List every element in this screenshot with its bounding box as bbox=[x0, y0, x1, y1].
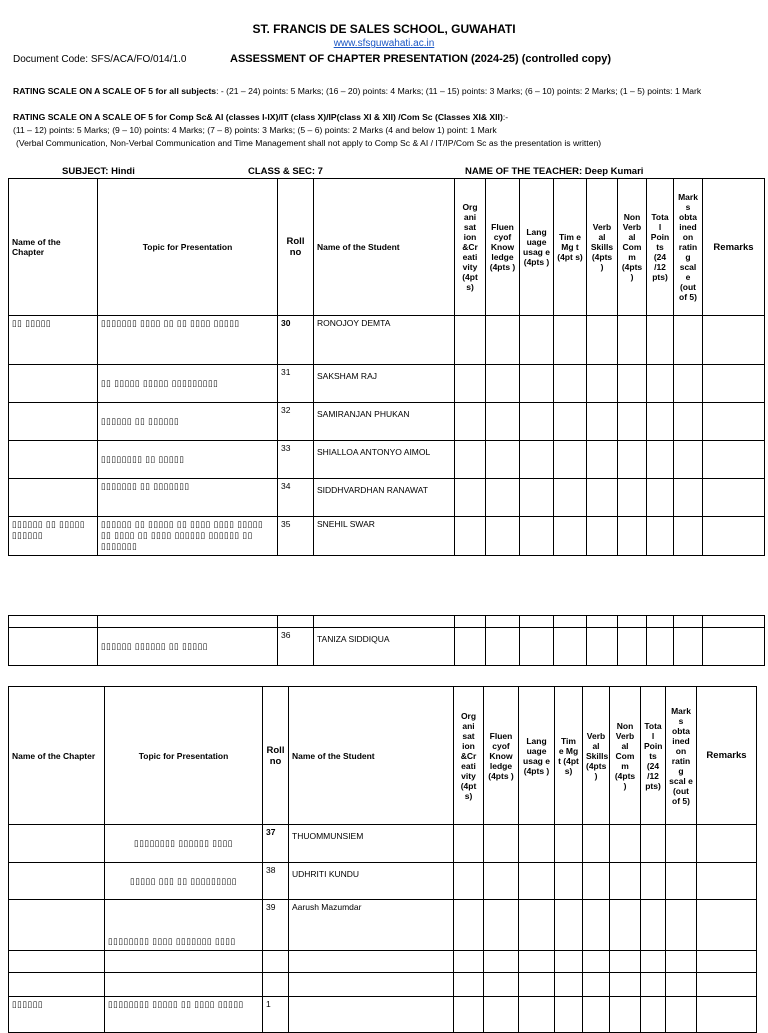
col-time-header: Tim e Mg t (4pt s) bbox=[555, 687, 583, 825]
score-cell[interactable] bbox=[618, 441, 647, 479]
topic-cell[interactable]: ▯▯▯▯▯▯▯▯ ▯▯ ▯▯▯▯▯ bbox=[98, 441, 278, 479]
subject-field: SUBJECT: Hindi bbox=[62, 166, 135, 177]
table-row bbox=[9, 951, 757, 973]
score-cell[interactable] bbox=[554, 403, 587, 441]
score-cell[interactable] bbox=[666, 900, 697, 951]
table-row bbox=[9, 616, 765, 628]
score-cell[interactable] bbox=[455, 616, 486, 628]
score-cell[interactable] bbox=[484, 951, 519, 973]
table-row bbox=[9, 973, 757, 997]
score-cell[interactable] bbox=[520, 403, 554, 441]
score-cell[interactable] bbox=[674, 365, 703, 403]
remarks-cell[interactable] bbox=[697, 900, 757, 951]
score-cell[interactable] bbox=[454, 863, 484, 900]
score-cell[interactable] bbox=[674, 628, 703, 666]
score-cell[interactable] bbox=[647, 441, 674, 479]
col-roll-header: Roll no bbox=[278, 179, 314, 316]
col-language-header: Lang uage usag e (4pts ) bbox=[520, 179, 554, 316]
score-cell[interactable] bbox=[455, 365, 486, 403]
col-verbal-header: Verb al Skills (4pts ) bbox=[583, 687, 610, 825]
topic-cell[interactable]: ▯▯▯▯▯▯ ▯▯ ▯▯▯▯▯▯ bbox=[98, 403, 278, 441]
table-row bbox=[9, 900, 757, 951]
score-cell[interactable] bbox=[641, 951, 666, 973]
student-cell[interactable]: SAMIRANJAN PHUKAN bbox=[314, 403, 455, 441]
rating-scale-all-subjects bbox=[13, 85, 753, 97]
score-cell[interactable] bbox=[583, 997, 610, 1033]
score-cell[interactable] bbox=[484, 863, 519, 900]
col-chapter-header: Name of the Chapter bbox=[9, 179, 98, 316]
score-cell[interactable] bbox=[618, 316, 647, 365]
score-cell[interactable] bbox=[666, 863, 697, 900]
school-name: ST. FRANCIS DE SALES SCHOOL, GUWAHATI bbox=[252, 22, 516, 36]
col-remarks-header: Remarks bbox=[697, 687, 757, 825]
topic-cell[interactable]: ▯▯▯▯▯▯▯▯ ▯▯▯▯▯ ▯▯ ▯▯▯▯ ▯▯▯▯▯ bbox=[105, 997, 263, 1033]
score-cell[interactable] bbox=[587, 441, 618, 479]
score-cell[interactable] bbox=[520, 479, 554, 517]
score-cell[interactable] bbox=[618, 517, 647, 556]
score-cell[interactable] bbox=[454, 900, 484, 951]
score-cell[interactable] bbox=[486, 628, 520, 666]
col-student-header: Name of the Student bbox=[314, 179, 455, 316]
score-cell[interactable] bbox=[520, 365, 554, 403]
score-cell[interactable] bbox=[455, 316, 486, 365]
score-cell[interactable] bbox=[555, 863, 583, 900]
score-cell[interactable] bbox=[610, 900, 641, 951]
score-cell[interactable] bbox=[519, 825, 555, 863]
col-chapter-header: Name of the Chapter bbox=[9, 687, 105, 825]
score-cell[interactable] bbox=[555, 900, 583, 951]
score-cell[interactable] bbox=[454, 825, 484, 863]
assessment-table-3 bbox=[8, 686, 757, 1033]
score-cell[interactable] bbox=[647, 316, 674, 365]
chapter-cell[interactable] bbox=[9, 365, 98, 403]
roll-cell[interactable] bbox=[278, 616, 314, 628]
score-cell[interactable] bbox=[520, 628, 554, 666]
remarks-cell[interactable] bbox=[703, 316, 765, 365]
score-cell[interactable] bbox=[519, 951, 555, 973]
student-cell[interactable]: UDHRITI KUNDU bbox=[289, 863, 454, 900]
topic-cell[interactable]: ▯▯▯▯▯▯ ▯▯ ▯▯▯▯▯ ▯▯ ▯▯▯▯ ▯▯▯▯ ▯▯▯▯▯ ▯▯ ▯▯▯▯ ▯▯ ▯▯▯▯ ▯▯▯▯▯▯ ▯▯▯▯▯▯ ▯▯ ▯▯▯▯▯▯▯ bbox=[98, 517, 278, 556]
score-cell[interactable] bbox=[486, 479, 520, 517]
score-cell[interactable] bbox=[554, 628, 587, 666]
score-cell[interactable] bbox=[555, 951, 583, 973]
table-row bbox=[9, 628, 765, 666]
col-marks-header: Mark s obta ined on ratin g scal e (out of 5) bbox=[666, 687, 697, 825]
student-cell[interactable] bbox=[289, 997, 454, 1033]
score-cell[interactable] bbox=[618, 365, 647, 403]
score-cell[interactable] bbox=[641, 973, 666, 997]
class-section-field: CLASS & SEC: 7 bbox=[248, 166, 323, 177]
col-total-header: Tota l Poin ts (24 /12 pts) bbox=[641, 687, 666, 825]
roll-cell[interactable]: 32 bbox=[278, 403, 314, 441]
score-cell[interactable] bbox=[519, 900, 555, 951]
score-cell[interactable] bbox=[647, 403, 674, 441]
score-cell[interactable] bbox=[520, 316, 554, 365]
score-cell[interactable] bbox=[641, 900, 666, 951]
roll-cell[interactable]: 36 bbox=[278, 628, 314, 666]
col-topic-header: Topic for Presentation bbox=[98, 179, 278, 316]
score-cell[interactable] bbox=[486, 316, 520, 365]
roll-cell[interactable]: 31 bbox=[278, 365, 314, 403]
col-organisation-header: Org ani sat ion &Cr eati vity (4pt s) bbox=[454, 687, 484, 825]
score-cell[interactable] bbox=[647, 628, 674, 666]
score-cell[interactable] bbox=[454, 973, 484, 997]
score-cell[interactable] bbox=[587, 479, 618, 517]
score-cell[interactable] bbox=[554, 517, 587, 556]
score-cell[interactable] bbox=[647, 517, 674, 556]
page-title: ASSESSMENT OF CHAPTER PRESENTATION (2024-25) (controlled copy) bbox=[230, 53, 611, 65]
table-row bbox=[9, 517, 765, 556]
score-cell[interactable] bbox=[520, 441, 554, 479]
roll-cell[interactable]: 37 bbox=[263, 825, 289, 863]
roll-cell[interactable]: 33 bbox=[278, 441, 314, 479]
topic-cell[interactable] bbox=[105, 951, 263, 973]
col-total-header: Tota l Poin ts (24 /12 pts) bbox=[647, 179, 674, 316]
score-cell[interactable] bbox=[610, 973, 641, 997]
score-cell[interactable] bbox=[647, 616, 674, 628]
chapter-cell[interactable] bbox=[9, 900, 105, 951]
score-cell[interactable] bbox=[519, 973, 555, 997]
chapter-cell[interactable] bbox=[9, 479, 98, 517]
topic-cell[interactable]: ▯▯▯▯▯▯▯▯ ▯▯▯▯ ▯▯▯▯▯▯▯ ▯▯▯▯ bbox=[105, 900, 263, 951]
topic-cell[interactable] bbox=[98, 616, 278, 628]
student-cell[interactable]: Aarush Mazumdar bbox=[289, 900, 454, 951]
score-cell[interactable] bbox=[455, 403, 486, 441]
chapter-cell[interactable] bbox=[9, 863, 105, 900]
remarks-cell[interactable] bbox=[703, 517, 765, 556]
student-cell[interactable]: TANIZA SIDDIQUA bbox=[314, 628, 455, 666]
remarks-cell[interactable] bbox=[697, 997, 757, 1033]
chapter-cell[interactable] bbox=[9, 951, 105, 973]
score-cell[interactable] bbox=[674, 441, 703, 479]
score-cell[interactable] bbox=[583, 825, 610, 863]
table-row bbox=[9, 479, 765, 517]
score-cell[interactable] bbox=[555, 825, 583, 863]
student-cell[interactable]: SAKSHAM RAJ bbox=[314, 365, 455, 403]
chapter-cell[interactable] bbox=[9, 403, 98, 441]
score-cell[interactable] bbox=[486, 365, 520, 403]
remarks-cell[interactable] bbox=[703, 616, 765, 628]
topic-cell[interactable]: ▯▯▯▯▯▯▯ ▯▯▯▯ ▯▯ ▯▯ ▯▯▯▯ ▯▯▯▯▯ bbox=[98, 316, 278, 365]
rating-scale-comp-suffix: :- bbox=[502, 112, 509, 122]
col-fluency-header: Fluen cyof Know ledge (4pts ) bbox=[484, 687, 519, 825]
score-cell[interactable] bbox=[583, 900, 610, 951]
score-cell[interactable] bbox=[641, 863, 666, 900]
score-cell[interactable] bbox=[583, 951, 610, 973]
col-time-header: Tim e Mg t (4pt s) bbox=[554, 179, 587, 316]
remarks-cell[interactable] bbox=[697, 951, 757, 973]
rating-scale-comp-label: RATING SCALE ON A SCALE OF 5 for Comp Sc& AI (classes I-IX)/IT (class X)/IP(class XI & XII) /Com Sc (Classes XI& XII) bbox=[13, 112, 503, 122]
roll-cell[interactable]: 1 bbox=[263, 997, 289, 1033]
score-cell[interactable] bbox=[587, 365, 618, 403]
col-nonverbal-header: Non Verb al Com m (4pts ) bbox=[618, 179, 647, 316]
remarks-cell[interactable] bbox=[697, 863, 757, 900]
rating-scale-all-text: : - (21 – 24) points: 5 Marks; (16 – 20) points: 4 Marks; (11 – 15) points: 3 Marks; (6 – 10) points: 2 Marks; (1 – 5) points: 1 Mark bbox=[216, 86, 702, 96]
assessment-table-2 bbox=[8, 615, 765, 666]
chapter-cell[interactable]: ▯▯ ▯▯▯▯▯ bbox=[9, 316, 98, 365]
score-cell[interactable] bbox=[486, 441, 520, 479]
remarks-cell[interactable] bbox=[703, 479, 765, 517]
col-organisation-header: Org ani sat ion &Cr eati vity (4pt s) bbox=[455, 179, 486, 316]
score-cell[interactable] bbox=[519, 863, 555, 900]
col-topic-header: Topic for Presentation bbox=[105, 687, 263, 825]
score-cell[interactable] bbox=[486, 517, 520, 556]
score-cell[interactable] bbox=[455, 628, 486, 666]
score-cell[interactable] bbox=[666, 825, 697, 863]
table-row bbox=[9, 441, 765, 479]
roll-cell[interactable] bbox=[263, 973, 289, 997]
remarks-cell[interactable] bbox=[703, 441, 765, 479]
score-cell[interactable] bbox=[454, 997, 484, 1033]
assessment-table-1 bbox=[8, 178, 765, 556]
student-cell[interactable] bbox=[289, 973, 454, 997]
roll-cell[interactable]: 39 bbox=[263, 900, 289, 951]
col-remarks-header: Remarks bbox=[703, 179, 765, 316]
col-roll-header: Roll no bbox=[263, 687, 289, 825]
score-cell[interactable] bbox=[583, 973, 610, 997]
chapter-cell[interactable] bbox=[9, 628, 98, 666]
chapter-cell[interactable] bbox=[9, 973, 105, 997]
table-row bbox=[9, 403, 765, 441]
table-row bbox=[9, 365, 765, 403]
chapter-cell[interactable]: ▯▯▯▯▯▯ ▯▯ ▯▯▯▯▯ ▯▯▯▯▯▯ bbox=[9, 517, 98, 556]
student-cell[interactable] bbox=[314, 616, 455, 628]
school-website-link[interactable]: www.sfsguwahati.ac.in bbox=[333, 38, 435, 49]
rating-scale-all-label: RATING SCALE ON A SCALE OF 5 for all subjects bbox=[13, 86, 217, 96]
remarks-cell[interactable] bbox=[697, 973, 757, 997]
score-cell[interactable] bbox=[455, 479, 486, 517]
student-cell[interactable]: RONOJOY DEMTA bbox=[314, 316, 455, 365]
topic-cell[interactable]: ▯▯ ▯▯▯▯▯ ▯▯▯▯▯ ▯▯▯▯▯▯▯▯▯ bbox=[98, 365, 278, 403]
score-cell[interactable] bbox=[455, 441, 486, 479]
rating-scale-comp-text: (11 – 12) points: 5 Marks; (9 – 10) points: 4 Marks; (7 – 8) points: 3 Marks; (5 – 6) points: 2 Marks (4 and below 1) point: 1 Mark bbox=[13, 125, 497, 135]
score-cell[interactable] bbox=[647, 365, 674, 403]
score-cell[interactable] bbox=[641, 825, 666, 863]
document-code: Document Code: SFS/ACA/FO/014/1.0 bbox=[13, 54, 187, 65]
score-cell[interactable] bbox=[674, 316, 703, 365]
score-cell[interactable] bbox=[554, 441, 587, 479]
chapter-cell[interactable] bbox=[9, 825, 105, 863]
roll-cell[interactable]: 34 bbox=[278, 479, 314, 517]
roll-cell[interactable] bbox=[263, 951, 289, 973]
topic-cell[interactable]: ▯▯▯▯▯▯ ▯▯▯▯▯▯ ▯▯ ▯▯▯▯▯ bbox=[98, 628, 278, 666]
rating-note: (Verbal Communication, Non-Verbal Communication and Time Management shall not apply to Comp Sc & AI / IT/IP/Com Sc as the presentation is written) bbox=[16, 138, 602, 148]
roll-cell[interactable]: 30 bbox=[278, 316, 314, 365]
remarks-cell[interactable] bbox=[703, 628, 765, 666]
remarks-cell[interactable] bbox=[703, 365, 765, 403]
score-cell[interactable] bbox=[610, 825, 641, 863]
score-cell[interactable] bbox=[484, 973, 519, 997]
topic-cell[interactable]: ▯▯▯▯▯▯▯▯ ▯▯▯▯▯▯ ▯▯▯▯ bbox=[105, 825, 263, 863]
student-cell[interactable]: SHIALLOA ANTONYO AIMOL bbox=[314, 441, 455, 479]
student-cell[interactable]: THUOMMUNSIEM bbox=[289, 825, 454, 863]
score-cell[interactable] bbox=[610, 997, 641, 1033]
score-cell[interactable] bbox=[610, 863, 641, 900]
rating-scale-comp-sc bbox=[13, 111, 753, 137]
score-cell[interactable] bbox=[587, 517, 618, 556]
score-cell[interactable] bbox=[618, 616, 647, 628]
remarks-cell[interactable] bbox=[697, 825, 757, 863]
score-cell[interactable] bbox=[554, 616, 587, 628]
score-cell[interactable] bbox=[555, 973, 583, 997]
score-cell[interactable] bbox=[674, 479, 703, 517]
score-cell[interactable] bbox=[455, 517, 486, 556]
score-cell[interactable] bbox=[520, 517, 554, 556]
score-cell[interactable] bbox=[641, 997, 666, 1033]
col-fluency-header: Fluen cyof Know ledge (4pts ) bbox=[486, 179, 520, 316]
score-cell[interactable] bbox=[674, 403, 703, 441]
topic-cell[interactable] bbox=[105, 973, 263, 997]
col-marks-header: Mark s obta ined on ratin g scal e (out of 5) bbox=[674, 179, 703, 316]
col-student-header: Name of the Student bbox=[289, 687, 454, 825]
score-cell[interactable] bbox=[484, 825, 519, 863]
student-cell[interactable]: SIDDHVARDHAN RANAWAT bbox=[314, 479, 455, 517]
topic-cell[interactable]: ▯▯▯▯▯ ▯▯▯ ▯▯ ▯▯▯▯▯▯▯▯▯ bbox=[105, 863, 263, 900]
topic-cell[interactable]: ▯▯▯▯▯▯▯ ▯▯ ▯▯▯▯▯▯▯ bbox=[98, 479, 278, 517]
score-cell[interactable] bbox=[484, 900, 519, 951]
score-cell[interactable] bbox=[520, 616, 554, 628]
score-cell[interactable] bbox=[454, 951, 484, 973]
score-cell[interactable] bbox=[587, 403, 618, 441]
score-cell[interactable] bbox=[587, 616, 618, 628]
score-cell[interactable] bbox=[486, 403, 520, 441]
col-verbal-header: Verb al Skills (4pts ) bbox=[587, 179, 618, 316]
student-cell[interactable] bbox=[289, 951, 454, 973]
score-cell[interactable] bbox=[554, 365, 587, 403]
roll-cell[interactable]: 35 bbox=[278, 517, 314, 556]
score-cell[interactable] bbox=[587, 316, 618, 365]
chapter-cell[interactable] bbox=[9, 441, 98, 479]
score-cell[interactable] bbox=[484, 997, 519, 1033]
score-cell[interactable] bbox=[674, 517, 703, 556]
score-cell[interactable] bbox=[486, 616, 520, 628]
chapter-cell[interactable] bbox=[9, 616, 98, 628]
table-row bbox=[9, 825, 757, 863]
score-cell[interactable] bbox=[555, 997, 583, 1033]
score-cell[interactable] bbox=[666, 997, 697, 1033]
chapter-cell[interactable]: ▯▯▯▯▯▯ bbox=[9, 997, 105, 1033]
score-cell[interactable] bbox=[618, 479, 647, 517]
score-cell[interactable] bbox=[587, 628, 618, 666]
table-row bbox=[9, 316, 765, 365]
score-cell[interactable] bbox=[618, 628, 647, 666]
score-cell[interactable] bbox=[554, 479, 587, 517]
score-cell[interactable] bbox=[554, 316, 587, 365]
score-cell[interactable] bbox=[674, 616, 703, 628]
score-cell[interactable] bbox=[519, 997, 555, 1033]
table-row bbox=[9, 997, 757, 1033]
score-cell[interactable] bbox=[610, 951, 641, 973]
score-cell[interactable] bbox=[618, 403, 647, 441]
score-cell[interactable] bbox=[647, 479, 674, 517]
col-nonverbal-header: Non Verb al Com m (4pts ) bbox=[610, 687, 641, 825]
teacher-name-field: NAME OF THE TEACHER: Deep Kumari bbox=[465, 166, 644, 177]
score-cell[interactable] bbox=[583, 863, 610, 900]
score-cell[interactable] bbox=[666, 973, 697, 997]
col-language-header: Lang uage usag e (4pts ) bbox=[519, 687, 555, 825]
remarks-cell[interactable] bbox=[703, 403, 765, 441]
roll-cell[interactable]: 38 bbox=[263, 863, 289, 900]
student-cell[interactable]: SNEHIL SWAR bbox=[314, 517, 455, 556]
table-row bbox=[9, 863, 757, 900]
score-cell[interactable] bbox=[666, 951, 697, 973]
